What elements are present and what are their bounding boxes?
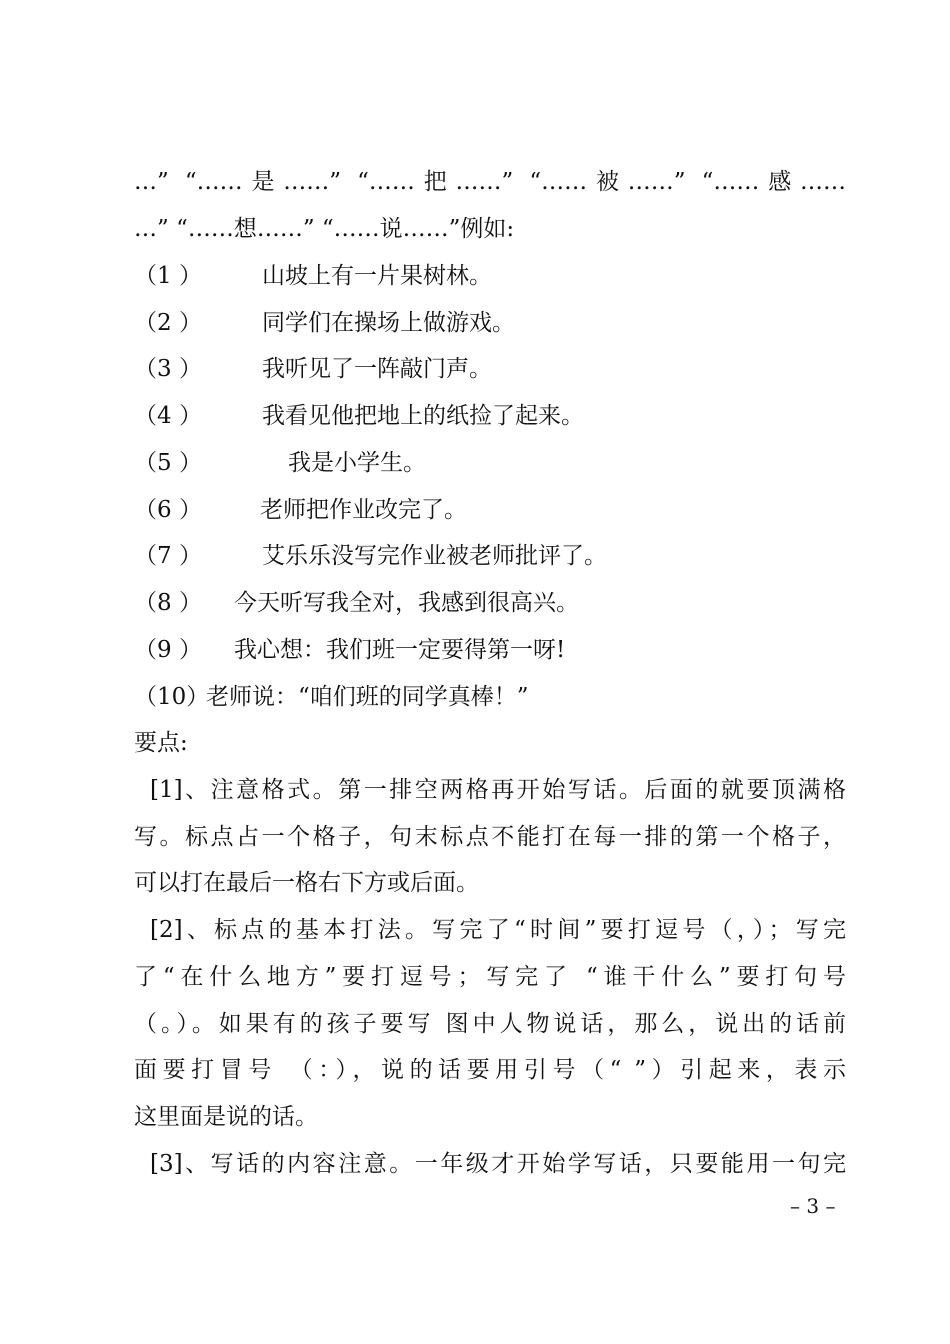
example-number: （3 ） <box>134 356 202 382</box>
points-heading: 要点: <box>134 730 188 756</box>
example-number: （1 ） <box>134 263 202 289</box>
point-2-line-1: [2]、标点的基本打法。写完了“时间”要打逗号（，）；写完 <box>150 917 846 943</box>
example-item-9 <box>134 635 846 665</box>
point-2-line-4: 面要打冒号 （：），说的话要用引号（“ ”）引起来，表示 <box>134 1057 846 1083</box>
point-2-line-2: 了“在什么地方”要打逗号；写完了 “谁干什么”要打句号 <box>134 964 846 990</box>
example-number: （8 ） <box>134 590 202 616</box>
example-item-6 <box>134 495 846 525</box>
example-item-7 <box>134 541 846 571</box>
point-3-line-1: [3]、写话的内容注意。一年级才开始学写话，只要能用一句完 <box>150 1151 846 1177</box>
example-text: 今天听写我全对，我感到很高兴。 <box>234 590 579 616</box>
example-text: 老师把作业改完了。 <box>260 497 467 523</box>
example-text: 同学们在操场上做游戏。 <box>262 310 515 336</box>
point-2-line-5: 这里面是说的话。 <box>134 1104 318 1130</box>
example-number: （6 ） <box>134 497 202 523</box>
point-1-line-1: [1]、注意格式。第一排空两格再开始写话。后面的就要顶满格 <box>150 777 846 803</box>
example-item-10 <box>134 682 846 712</box>
example-item-8 <box>134 588 846 618</box>
example-text: 我看见他把地上的纸捡了起来。 <box>262 403 584 429</box>
point-1-line-3: 可以打在最后一格右下方或后面。 <box>134 870 479 896</box>
example-item-4 <box>134 401 846 431</box>
example-text: 艾乐乐没写完作业被老师批评了。 <box>262 543 607 569</box>
example-text: 我是小学生。 <box>288 450 426 476</box>
point-2-line-3: （。）。如果有的孩子要写 图中人物说话，那么，说出的话前 <box>134 1011 846 1037</box>
example-item-3 <box>134 354 846 384</box>
example-number: （10） <box>134 684 210 710</box>
example-item-5 <box>134 448 846 478</box>
example-number: （5 ） <box>134 450 202 476</box>
page-number: – 3 – <box>790 1194 836 1218</box>
intro-line-2: …” “……想……” “……说……”例如: <box>134 216 515 242</box>
intro-line-1: …” “……是……” “……把……” “……被……” “……感…… <box>134 169 846 195</box>
example-text: 老师说：“咱们班的同学真棒！” <box>206 684 529 710</box>
example-number: （7 ） <box>134 543 202 569</box>
example-text: 山坡上有一片果树林。 <box>262 263 492 289</box>
example-text: 我听见了一阵敲门声。 <box>262 356 492 382</box>
example-text: 我心想：我们班一定要得第一呀! <box>234 637 566 663</box>
example-number: （9 ） <box>134 637 202 663</box>
example-number: （2 ） <box>134 310 202 336</box>
example-item-1 <box>134 261 846 291</box>
example-item-2 <box>134 308 846 338</box>
example-number: （4 ） <box>134 403 202 429</box>
point-1-line-2: 写。标点占一个格子，句末标点不能打在每一排的第一个格子， <box>134 824 846 850</box>
